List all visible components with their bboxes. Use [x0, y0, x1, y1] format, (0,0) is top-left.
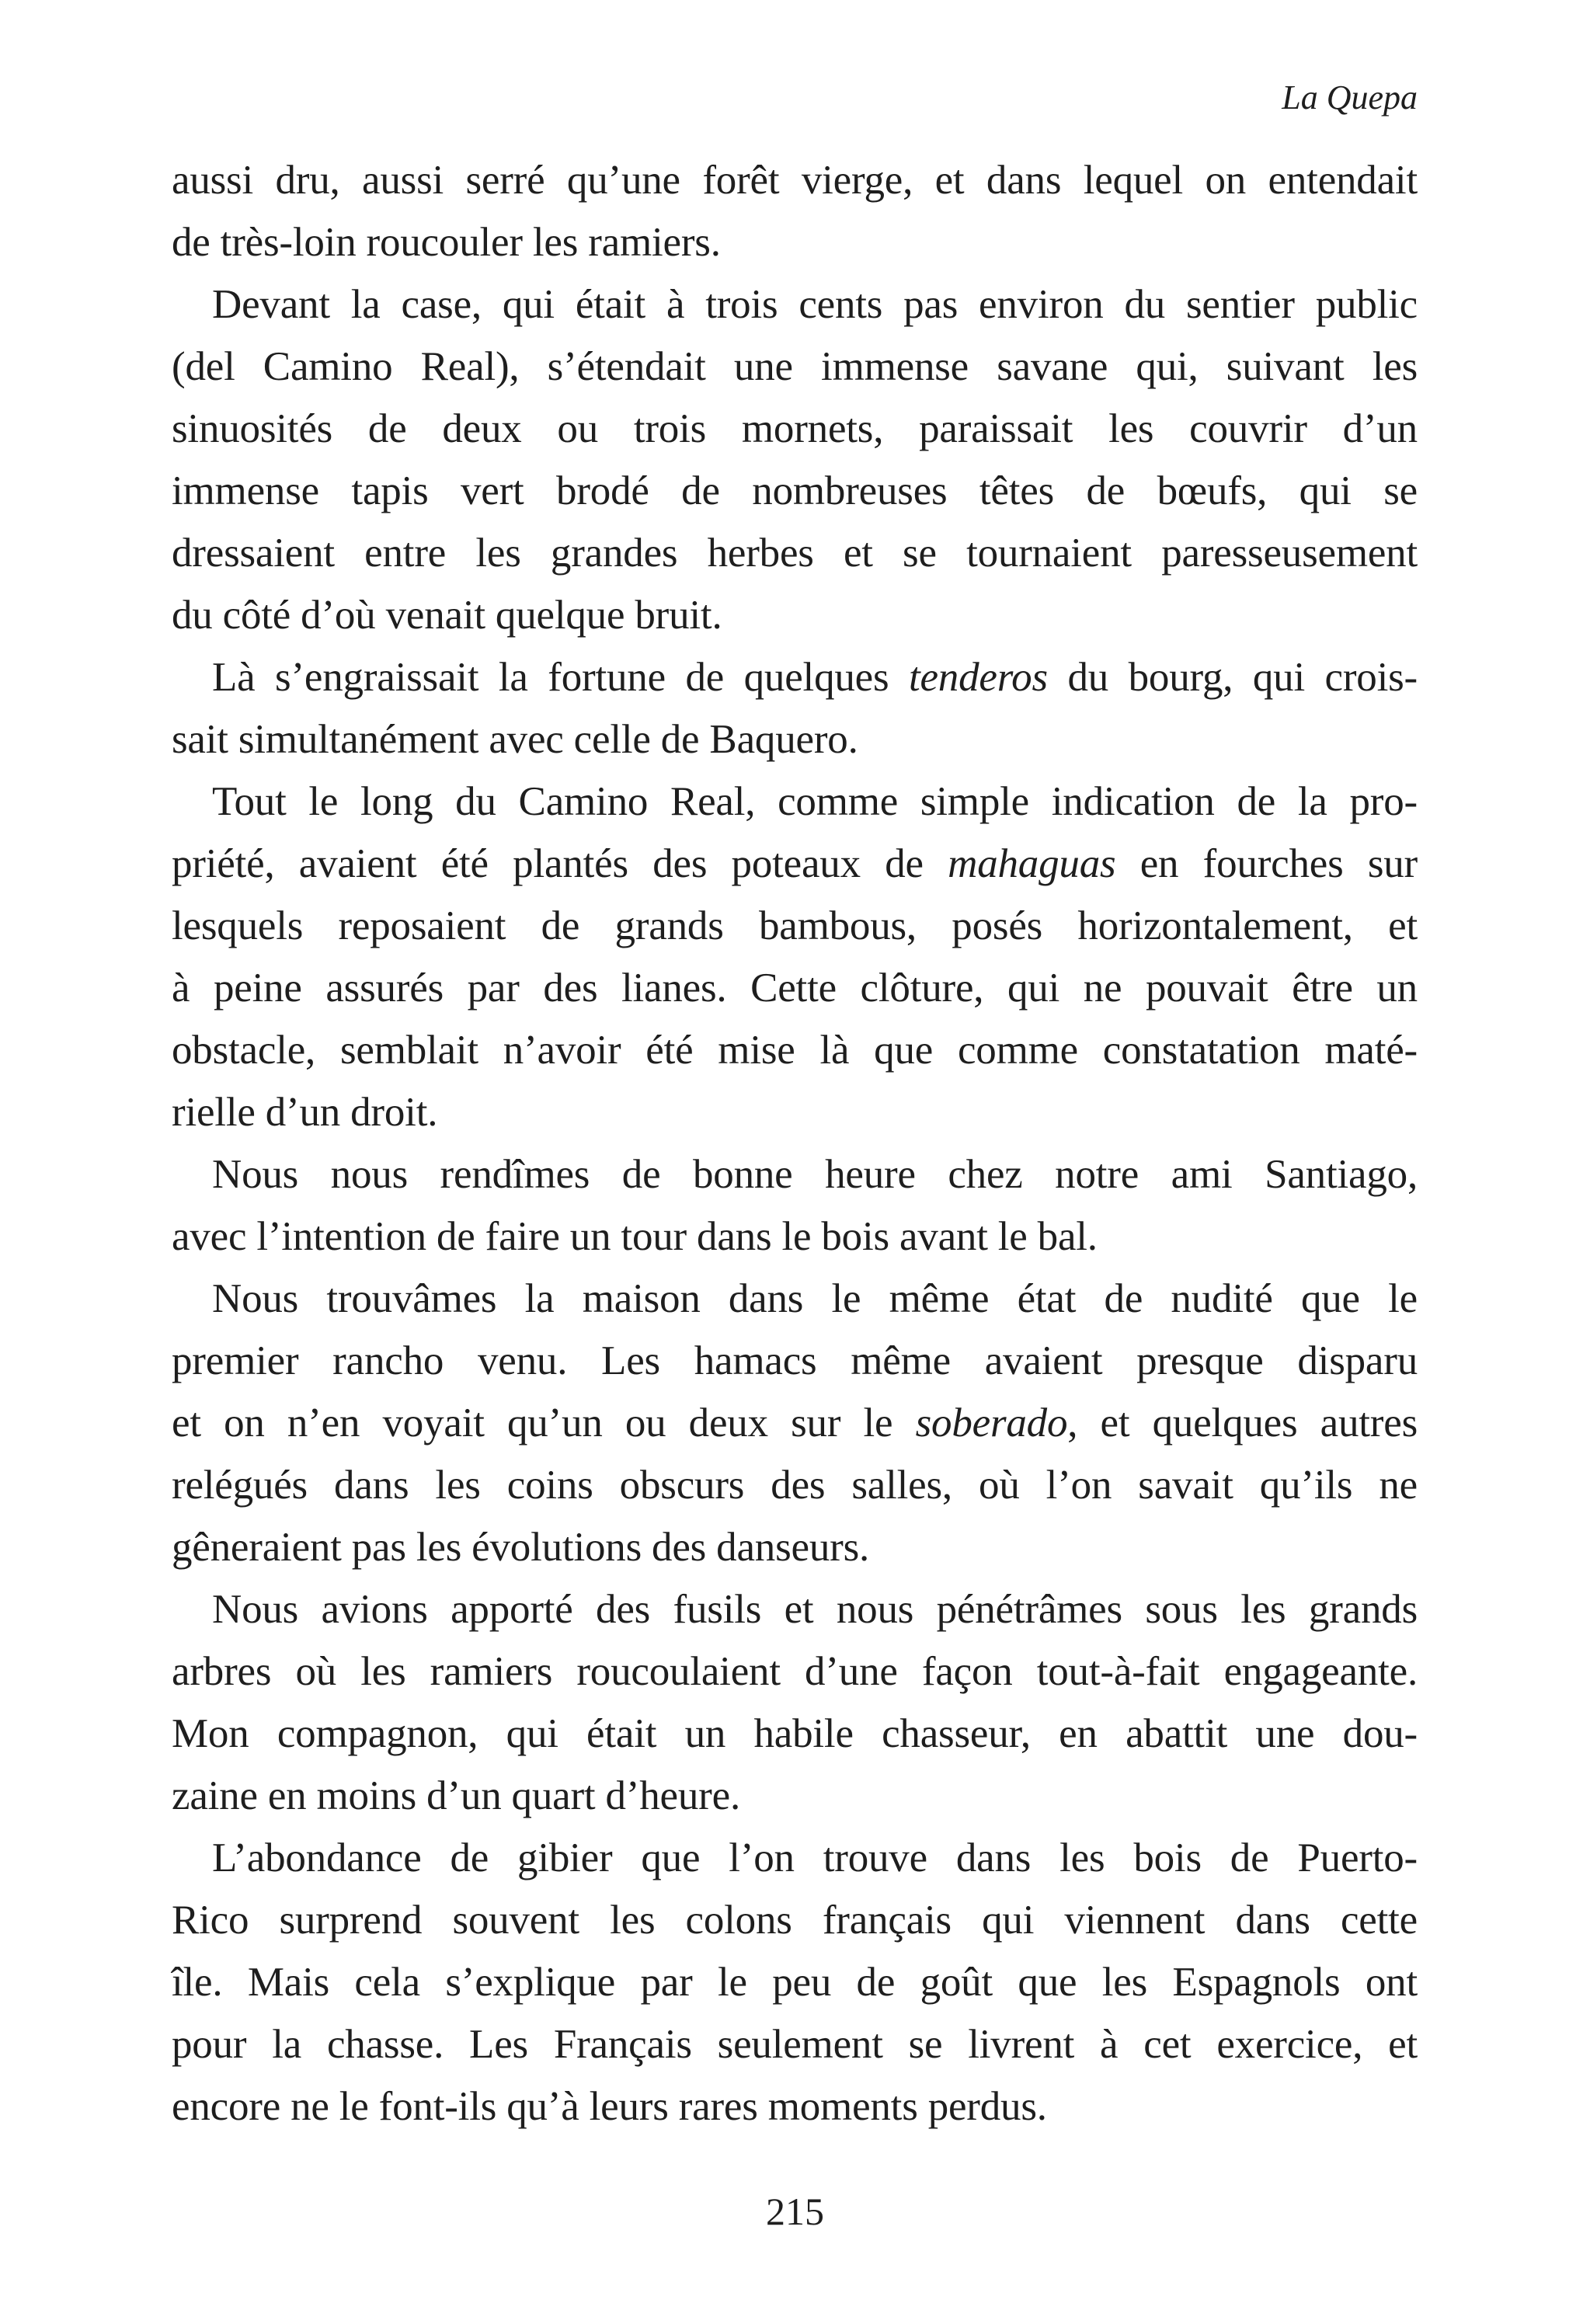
text-line: Mon compagnon, qui était un habile chasseur, en abattit une dou- [172, 1711, 1418, 1756]
text-line [172, 646, 1418, 708]
page-number: 215 [766, 2190, 824, 2233]
text-run: , et quelques autres [1067, 1400, 1418, 1446]
text-line: relégués dans les coins obscurs des salles, où l’on savait qu’ils ne [172, 1463, 1418, 1508]
text-line: aussi dru, aussi serré qu’une forêt vierge, et dans lequel on entendait [172, 158, 1418, 203]
text-line: lesquels reposaient de grands bambous, posés horizontalement, et [172, 903, 1418, 948]
text-line: arbres où les ramiers roucoulaient d’une façon tout-à-fait engageante. [172, 1649, 1418, 1694]
text-line: premier rancho venu. Les hamacs même avaient presque disparu [172, 1338, 1418, 1383]
text-line: Nous nous rendîmes de bonne heure chez notre ami Santiago, [212, 1152, 1418, 1197]
text-line: du côté d’où venait quelque bruit. [172, 593, 722, 638]
text-line: pour la chasse. Les Français seulement se livrent à cet exercice, et [172, 2022, 1418, 2067]
text-line: île. Mais cela s’explique par le peu de goût que les Espagnols ont [172, 1960, 1418, 2005]
text-line: Tout le long du Camino Real, comme simple indication de la pro- [212, 779, 1418, 824]
text-run: Là s’engraissait la fortune de quelques [212, 655, 909, 700]
italic-term: mahaguas [948, 841, 1116, 886]
text-line [172, 1392, 1418, 1454]
paragraph [172, 1143, 1418, 1268]
text-line: sait simultanément avec celle de Baquero. [172, 717, 858, 762]
paragraph [172, 149, 1418, 273]
text-line: Rico surprend souvent les colons français qui viennent dans cette [172, 1898, 1418, 1943]
text-run: et on n’en voyait qu’un ou deux sur le [172, 1400, 916, 1446]
paragraph [172, 1268, 1418, 1578]
text-line: de très-loin roucouler les ramiers. [172, 220, 721, 265]
paragraph [172, 646, 1418, 771]
text-run: du bourg, qui crois- [1047, 655, 1418, 700]
text-run: priété, avaient été plantés des poteaux de [172, 841, 948, 886]
text-line: immense tapis vert brodé de nombreuses têtes de bœufs, qui se [172, 468, 1418, 513]
text-line: dressaient entre les grandes herbes et se tournaient paresseusement [172, 531, 1418, 576]
text-line: gêneraient pas les évolutions des danseurs. [172, 1525, 870, 1570]
text-run: en fourches sur [1115, 841, 1418, 886]
paragraph [172, 1578, 1418, 1827]
text-line: zaine en moins d’un quart d’heure. [172, 1773, 740, 1818]
text-line: rielle d’un droit. [172, 1090, 438, 1135]
paragraph [172, 273, 1418, 646]
italic-term: tenderos [908, 655, 1048, 700]
italic-term: soberado [915, 1400, 1068, 1446]
text-line: encore ne le font-ils qu’à leurs rares moments perdus. [172, 2084, 1047, 2129]
text-line: Nous avions apporté des fusils et nous pénétrâmes sous les grands [212, 1587, 1418, 1632]
text-line: (del Camino Real), s’étendait une immense savane qui, suivant les [172, 344, 1418, 389]
paragraph [172, 771, 1418, 1143]
text-line: avec l’intention de faire un tour dans le bois avant le bal. [172, 1214, 1098, 1259]
body-text [172, 149, 1418, 2138]
running-header: La Quepa [1282, 78, 1418, 117]
text-line: Devant la case, qui était à trois cents pas environ du sentier public [212, 282, 1418, 327]
text-line [172, 833, 1418, 895]
text-line: à peine assurés par des lianes. Cette clôture, qui ne pouvait être un [172, 965, 1418, 1011]
paragraph [172, 1827, 1418, 2138]
text-line: L’abondance de gibier que l’on trouve dans les bois de Puerto- [212, 1835, 1418, 1880]
text-line: obstacle, semblait n’avoir été mise là que comme constatation maté- [172, 1028, 1418, 1073]
text-line: sinuosités de deux ou trois mornets, paraissait les couvrir d’un [172, 406, 1418, 451]
text-line: Nous trouvâmes la maison dans le même état de nudité que le [212, 1276, 1418, 1321]
